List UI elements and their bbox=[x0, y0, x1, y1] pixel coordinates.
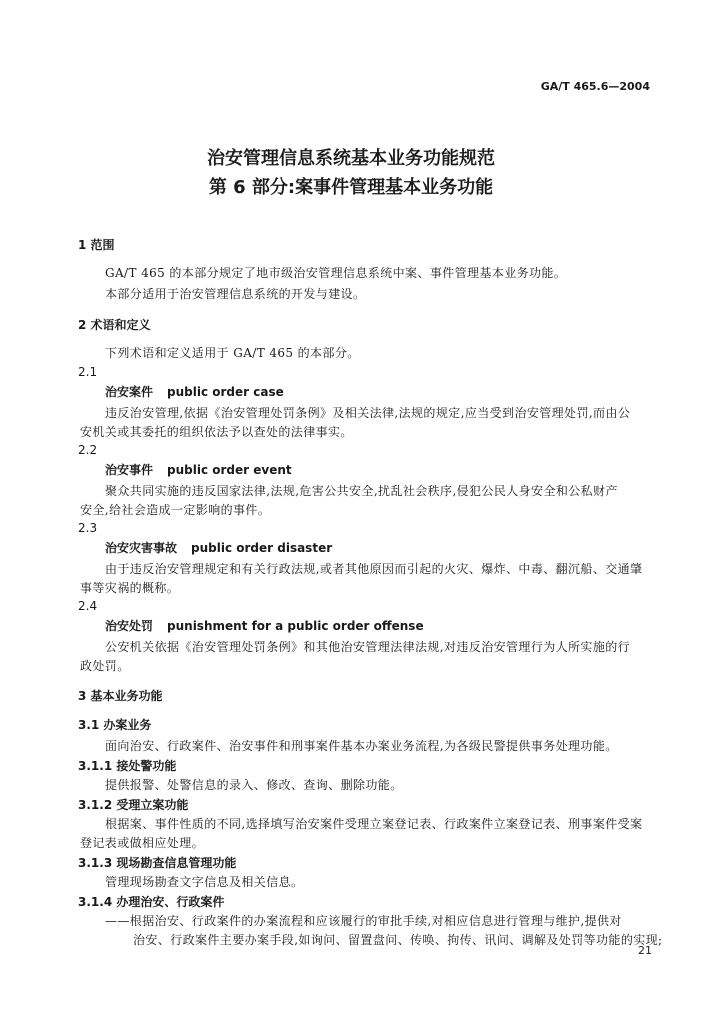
term-definition: 安全,给社会造成一定影响的事件。 bbox=[80, 503, 271, 517]
term-title bbox=[105, 539, 332, 556]
section-heading-scope: 1 范围 bbox=[78, 238, 115, 252]
paragraph: 面向治安、行政案件、治安事件和刑事案件基本办案业务流程,为各级民警提供事务处理功能。 bbox=[105, 739, 618, 753]
term-definition: 政处罚。 bbox=[80, 659, 130, 673]
term-definition: 聚众共同实施的违反国家法律,法规,危害公共安全,扰乱社会秩序,侵犯公民人身安全和公私财产 bbox=[105, 484, 618, 498]
term-number: 2.3 bbox=[78, 521, 98, 535]
term-definition: 公安机关依据《治安管理处罚条例》和其他治安管理法律法规,对违反治安管理行为人所实施的行 bbox=[105, 640, 631, 654]
paragraph: 提供报警、处警信息的录入、修改、查询、删除功能。 bbox=[105, 778, 403, 792]
subsection-heading: 3.1.3 现场勘查信息管理功能 bbox=[78, 856, 237, 870]
subsection-heading: 3.1.4 办理治安、行政案件 bbox=[78, 895, 225, 909]
section-heading-terms: 2 术语和定义 bbox=[78, 318, 151, 332]
paragraph: 登记表或做相应处理。 bbox=[80, 836, 205, 850]
document-title-line1: 治安管理信息系统基本业务功能规范 bbox=[207, 148, 495, 169]
term-en: public order event bbox=[167, 463, 292, 477]
section-heading-functions: 3 基本业务功能 bbox=[78, 689, 163, 703]
term-cn: 治安案件 bbox=[105, 385, 154, 399]
term-number: 2.4 bbox=[78, 599, 98, 613]
term-title bbox=[105, 383, 284, 400]
term-number: 2.2 bbox=[78, 443, 98, 457]
term-cn: 治安灾害事故 bbox=[105, 541, 178, 555]
term-definition: 安机关或其委托的组织依法予以查处的法律事实。 bbox=[80, 425, 353, 439]
term-en: punishment for a public order offense bbox=[167, 619, 424, 633]
paragraph: 下列术语和定义适用于 GA/T 465 的本部分。 bbox=[105, 346, 360, 360]
term-definition: 违反治安管理,依据《治安管理处罚条例》及相关法律,法规的规定,应当受到治安管理处罚,而由公 bbox=[105, 406, 631, 420]
paragraph: 根据案、事件性质的不同,选择填写治安案件受理立案登记表、行政案件立案登记表、刑事案件受案 bbox=[105, 817, 643, 831]
term-en: public order case bbox=[167, 385, 284, 399]
list-item: ——根据治安、行政案件的办案流程和应该履行的审批手续,对相应信息进行管理与维护,提供对 bbox=[105, 914, 622, 928]
paragraph: GA/T 465 的本部分规定了地市级治安管理信息系统中案、事件管理基本业务功能。 bbox=[105, 266, 567, 280]
term-number: 2.1 bbox=[78, 365, 98, 379]
term-en: public order disaster bbox=[191, 541, 333, 555]
term-cn: 治安处罚 bbox=[105, 619, 154, 633]
term-definition: 由于违反治安管理规定和有关行政法规,或者其他原因而引起的火灾、爆炸、中毒、翻沉船、交通肇 bbox=[105, 562, 643, 576]
subsection-heading: 3.1 办案业务 bbox=[78, 718, 152, 732]
term-cn: 治安事件 bbox=[105, 463, 154, 477]
subsection-heading: 3.1.2 受理立案功能 bbox=[78, 798, 189, 812]
page-number: 21 bbox=[638, 944, 652, 957]
term-definition: 事等灾祸的概称。 bbox=[80, 581, 180, 595]
term-title bbox=[105, 617, 424, 634]
paragraph: 本部分适用于治安管理信息系统的开发与建设。 bbox=[105, 287, 366, 301]
document-title-line2: 第 6 部分:案事件管理基本业务功能 bbox=[208, 177, 494, 198]
standard-code: GA/T 465.6—2004 bbox=[540, 80, 650, 93]
list-item: 治安、行政案件主要办案手段,如询问、留置盘问、传唤、拘传、讯问、调解及处罚等功能的实现; bbox=[133, 933, 663, 947]
term-title bbox=[105, 461, 292, 478]
subsection-heading: 3.1.1 接处警功能 bbox=[78, 759, 177, 773]
paragraph: 管理现场勘查文字信息及相关信息。 bbox=[105, 875, 304, 889]
